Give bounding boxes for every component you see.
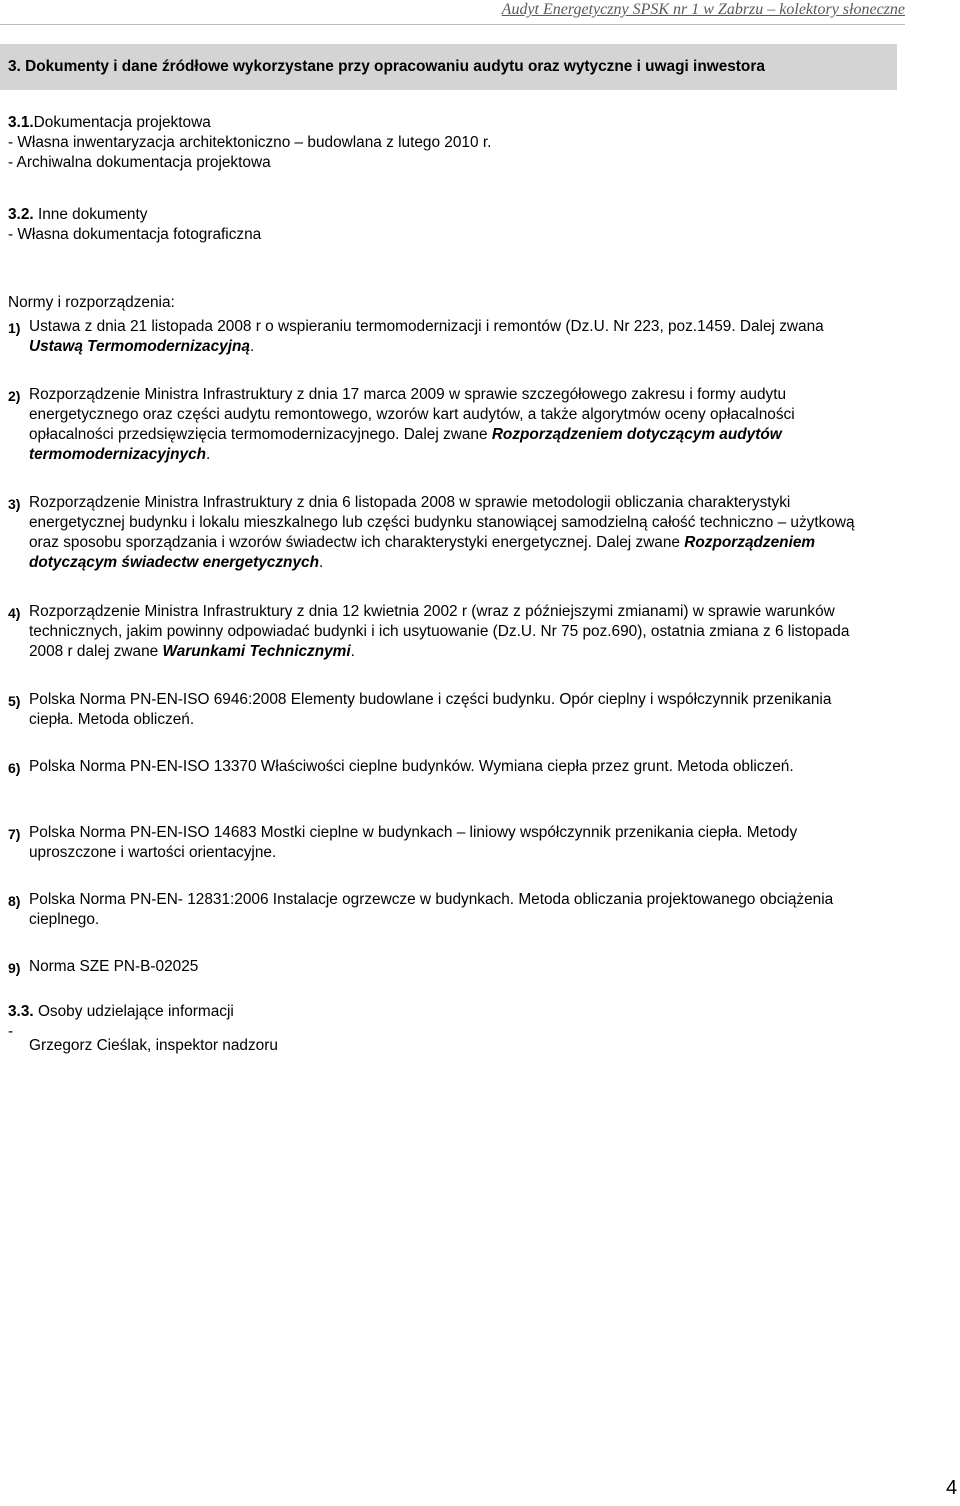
header-divider xyxy=(0,24,905,25)
norm-number: 2) xyxy=(8,388,21,404)
norm-number: 1) xyxy=(8,320,21,336)
subsection-3-2 xyxy=(8,205,888,245)
norm-number: 8) xyxy=(8,893,21,909)
norm-text: Polska Norma PN-EN- 12831:2006 Instalacje ogrzewcze w budynkach. Metoda obliczania projektowanego obciążenia cieplnego. xyxy=(29,891,834,928)
norm-text: Rozporządzenie Ministra Infrastruktury z dnia 17 marca 2009 w sprawie szczegółowego zakresu i formy audytu energetycznego oraz części audytu remontowego, wzorów kart audytów, a także algorytmów oceny opłacalności opłacalności przedsięwzięcia termomodernizacyjnego. Dalej zwane xyxy=(29,386,795,443)
norm-item xyxy=(8,757,878,777)
section-heading: 3. Dokumenty i dane źródłowe wykorzystane przy opracowaniu audytu oraz wytyczne i uwagi inwestora xyxy=(0,44,897,90)
norm-text: Polska Norma PN-EN-ISO 14683 Mostki cieplne w budynkach – liniowy współczynnik przenikania ciepła. Metody uproszczone i wartości orientacyjne. xyxy=(29,824,798,861)
norms-heading: Normy i rozporządzenia: xyxy=(8,294,175,311)
norm-text: Norma SZE PN-B-02025 xyxy=(29,958,199,975)
list-item: - Archiwalna dokumentacja projektowa xyxy=(8,154,271,171)
norm-text: Polska Norma PN-EN-ISO 6946:2008 Elementy budowlane i części budynku. Opór cieplny i współczynnik przenikania ciepła. Metoda obliczeń. xyxy=(29,691,832,728)
person-dash: - xyxy=(8,1023,14,1040)
norm-item xyxy=(8,385,878,465)
norm-item xyxy=(8,690,878,730)
norm-emphasis: Rozporządzeniem dotyczącym audytów termomodernizacyjnych xyxy=(29,426,782,463)
subsection-3-2-heading xyxy=(8,205,888,225)
norm-item xyxy=(8,602,878,662)
page-header: Audyt Energetyczny SPSK nr 1 w Zabrzu – kolektory słoneczne xyxy=(501,1,905,18)
list-item: - Własna inwentaryzacja architektoniczno – budowlana z lutego 2010 r. xyxy=(8,134,492,151)
norm-text: Rozporządzenie Ministra Infrastruktury z dnia 6 listopada 2008 w sprawie metodologii obliczania charakterystyki energetycznej budynku i lokalu mieszkalnego lub części budynku stanowiącej samodzielną całość techniczno – użytkową oraz sposobu sporządzania i wzorów świadectw ich charakterystyki energetycznej. Dalej zwane xyxy=(29,494,855,551)
norm-number: 4) xyxy=(8,605,21,621)
norm-item xyxy=(8,890,878,930)
norm-emphasis: Rozporządzeniem dotyczącym świadectw energetycznych xyxy=(29,534,816,571)
norm-emphasis: Warunkami Technicznymi xyxy=(162,643,351,660)
norm-item xyxy=(8,493,878,573)
norm-text: Ustawa z dnia 21 listopada 2008 r o wspieraniu termomodernizacji i remontów (Dz.U. Nr 223, poz.1459. Dalej zwana xyxy=(29,318,824,335)
subsection-3-3-heading xyxy=(8,1002,888,1022)
norm-number: 3) xyxy=(8,496,21,512)
norm-number: 7) xyxy=(8,826,21,842)
subsection-number: 3.1. xyxy=(8,114,34,131)
subsection-title: Osoby udzielające informacji xyxy=(33,1003,234,1020)
person-entry: Grzegorz Cieślak, inspektor nadzoru xyxy=(29,1037,278,1054)
norm-emphasis: Ustawą Termomodernizacyjną xyxy=(29,338,250,355)
norm-text: Polska Norma PN-EN-ISO 13370 Właściwości cieplne budynków. Wymiana ciepła przez grunt. Metoda obliczeń. xyxy=(29,758,794,775)
subsection-3-3 xyxy=(8,1002,888,1022)
subsection-number: 3.3. xyxy=(8,1003,34,1020)
page-number: 4 xyxy=(946,1477,958,1499)
norm-tail: . xyxy=(350,643,355,660)
subsection-3-1-heading xyxy=(8,113,888,133)
norm-number: 5) xyxy=(8,693,21,709)
norm-number: 6) xyxy=(8,760,21,776)
subsection-title: Inne dokumenty xyxy=(33,206,148,223)
norm-tail: . xyxy=(249,338,255,355)
subsection-number: 3.2. xyxy=(8,206,34,223)
norm-item xyxy=(8,317,878,357)
subsection-title: Dokumentacja projektowa xyxy=(33,114,211,131)
list-item: - Własna dokumentacja fotograficzna xyxy=(8,226,262,243)
subsection-3-1 xyxy=(8,113,888,173)
norm-tail: . xyxy=(318,554,324,571)
norm-item xyxy=(8,957,878,977)
norm-item xyxy=(8,823,878,863)
norm-tail: . xyxy=(206,446,211,463)
norm-number: 9) xyxy=(8,960,21,976)
norm-text: Rozporządzenie Ministra Infrastruktury z dnia 12 kwietnia 2002 r (wraz z późniejszymi zmianami) w sprawie warunków technicznych, jakim powinny odpowiadać budynki i ich usytuowanie (Dz.U. Nr 75 poz.690), ostatnia zmiana z 6 listopada 2008 r dalej zwane xyxy=(29,603,850,660)
